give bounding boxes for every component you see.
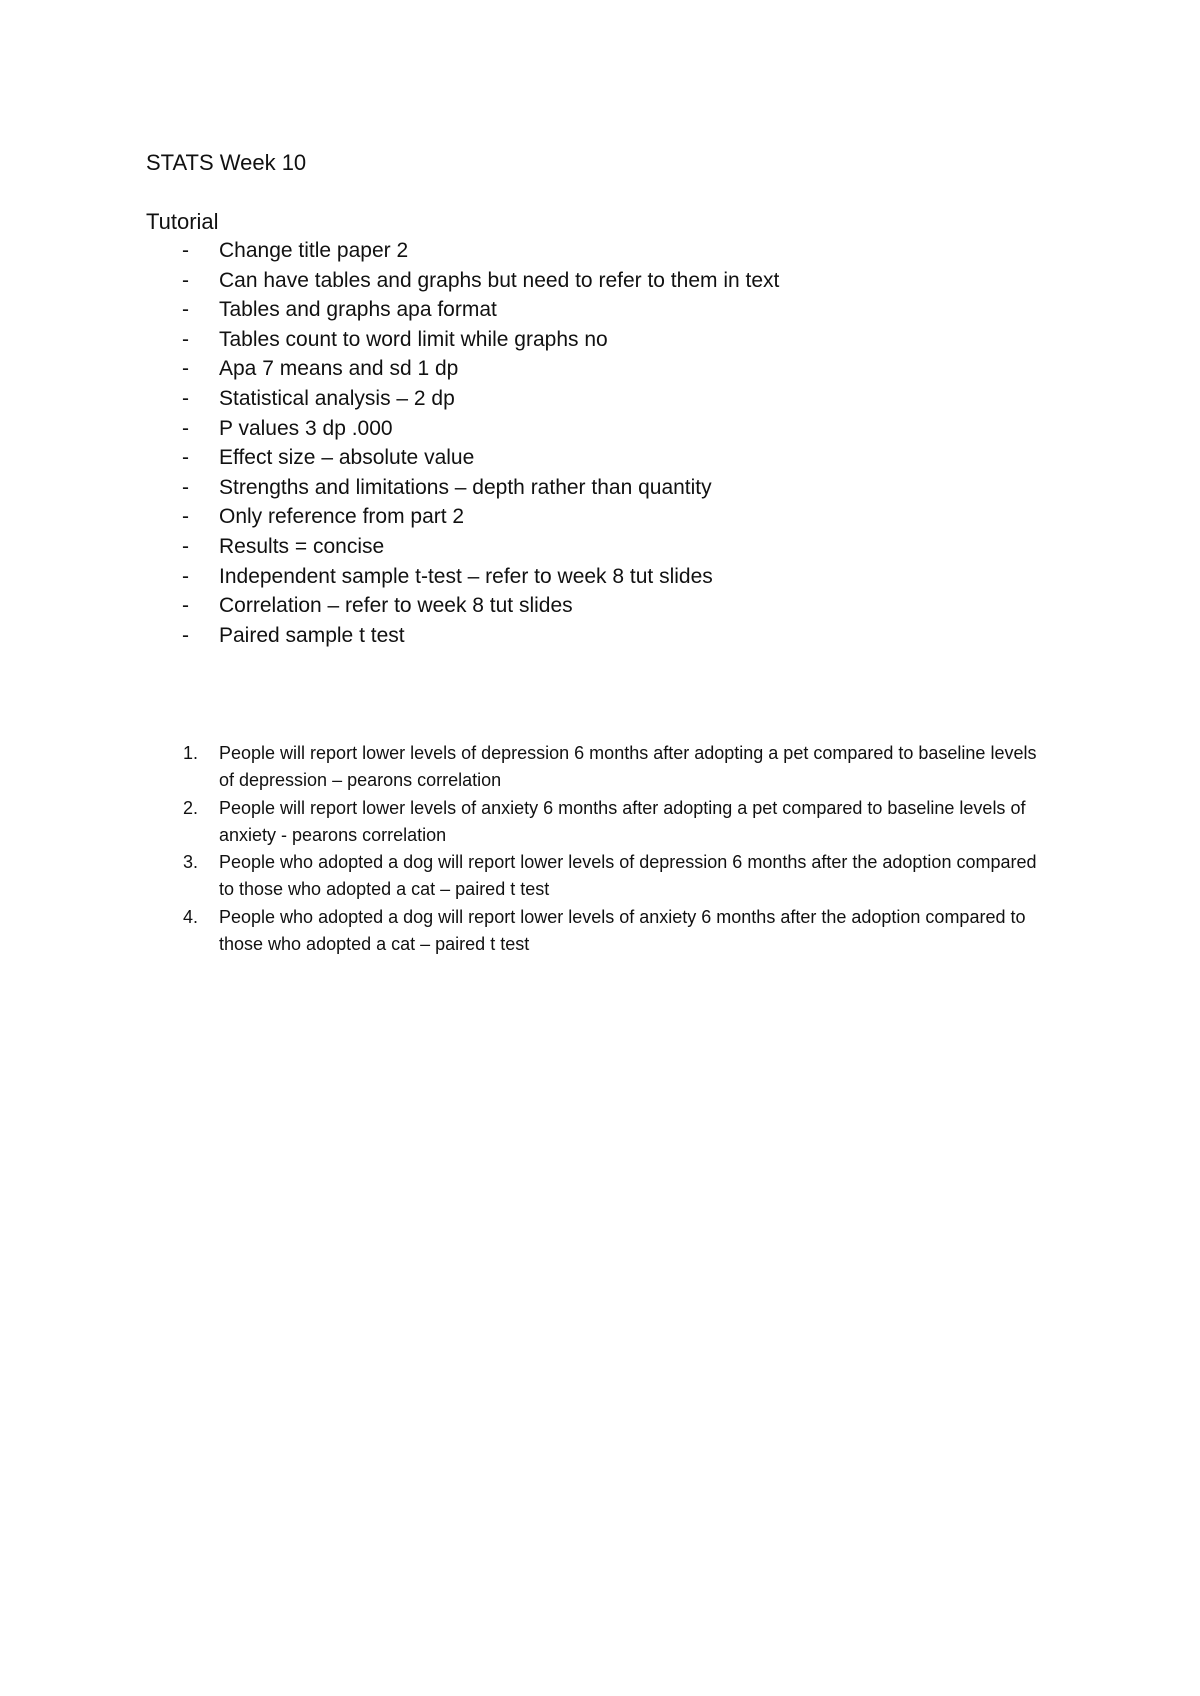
bullet-dash: - [182, 298, 189, 322]
hypothesis-number: 2. [183, 797, 199, 818]
bullet-text: Independent sample t-test – refer to week 8 tut slides [219, 564, 713, 588]
bullet-dash: - [182, 239, 189, 262]
bullet-dash: - [182, 357, 189, 381]
bullet-text: Results = concise [219, 534, 385, 558]
hypothesis-text: People who adopted a dog will report lower levels of depression 6 months after the adoption compared to those who adopted a cat – paired t test [219, 852, 1037, 899]
bullet-dash: - [182, 594, 189, 618]
bullet-dash: - [182, 268, 189, 292]
hypothesis-item [0, 740, 1200, 795]
hypothesis-number: 4. [183, 906, 199, 927]
bullet-dash: - [182, 416, 189, 440]
hypothesis-number: 3. [183, 852, 199, 872]
bullet-dash: - [182, 475, 189, 499]
hypothesis-item [0, 849, 1200, 904]
bullet-text: Effect size – absolute value [219, 446, 475, 470]
bullet-dash: - [182, 623, 189, 647]
bullet-dash: - [182, 505, 189, 529]
bullet-dash: - [182, 386, 189, 410]
bullet-text: Only reference from part 2 [219, 505, 465, 529]
bullet-dash: - [182, 327, 189, 351]
hypothesis-item [0, 795, 1200, 850]
bullet-dash: - [182, 446, 189, 470]
tutorial-heading: Tutorial [146, 209, 219, 234]
hypothesis-number: 1. [183, 743, 199, 763]
bullet-text: Paired sample t test [219, 623, 405, 647]
bullet-text: Change title paper 2 [219, 239, 409, 262]
bullet-text: Tables and graphs apa format [219, 298, 497, 322]
bullet-dash: - [182, 534, 189, 558]
hypotheses-list [0, 740, 1200, 958]
hypothesis-item [0, 904, 1200, 959]
hypothesis-text: People who adopted a dog will report lower levels of anxiety 6 months after the adoption compared to those who adopted a cat – paired t test [219, 906, 1026, 954]
bullet-text: Strengths and limitations – depth rather than quantity [219, 475, 712, 499]
bullet-text: P values 3 dp .000 [219, 416, 393, 440]
document-title: STATS Week 10 [146, 150, 307, 175]
bullet-text: Can have tables and graphs but need to refer to them in text [219, 268, 780, 292]
bullet-text: Tables count to word limit while graphs no [219, 327, 608, 351]
bullet-text: Correlation – refer to week 8 tut slides [219, 594, 573, 618]
bullet-text: Apa 7 means and sd 1 dp [219, 357, 459, 381]
bullet-text: Statistical analysis – 2 dp [219, 386, 455, 410]
hypothesis-text: People will report lower levels of anxiety 6 months after adopting a pet compared to baseline levels of anxiety - pearons correlation [219, 797, 1026, 845]
bullet-dash: - [182, 564, 189, 588]
hypothesis-text: People will report lower levels of depression 6 months after adopting a pet compared to baseline levels of depression – pearons correlation [219, 743, 1037, 790]
